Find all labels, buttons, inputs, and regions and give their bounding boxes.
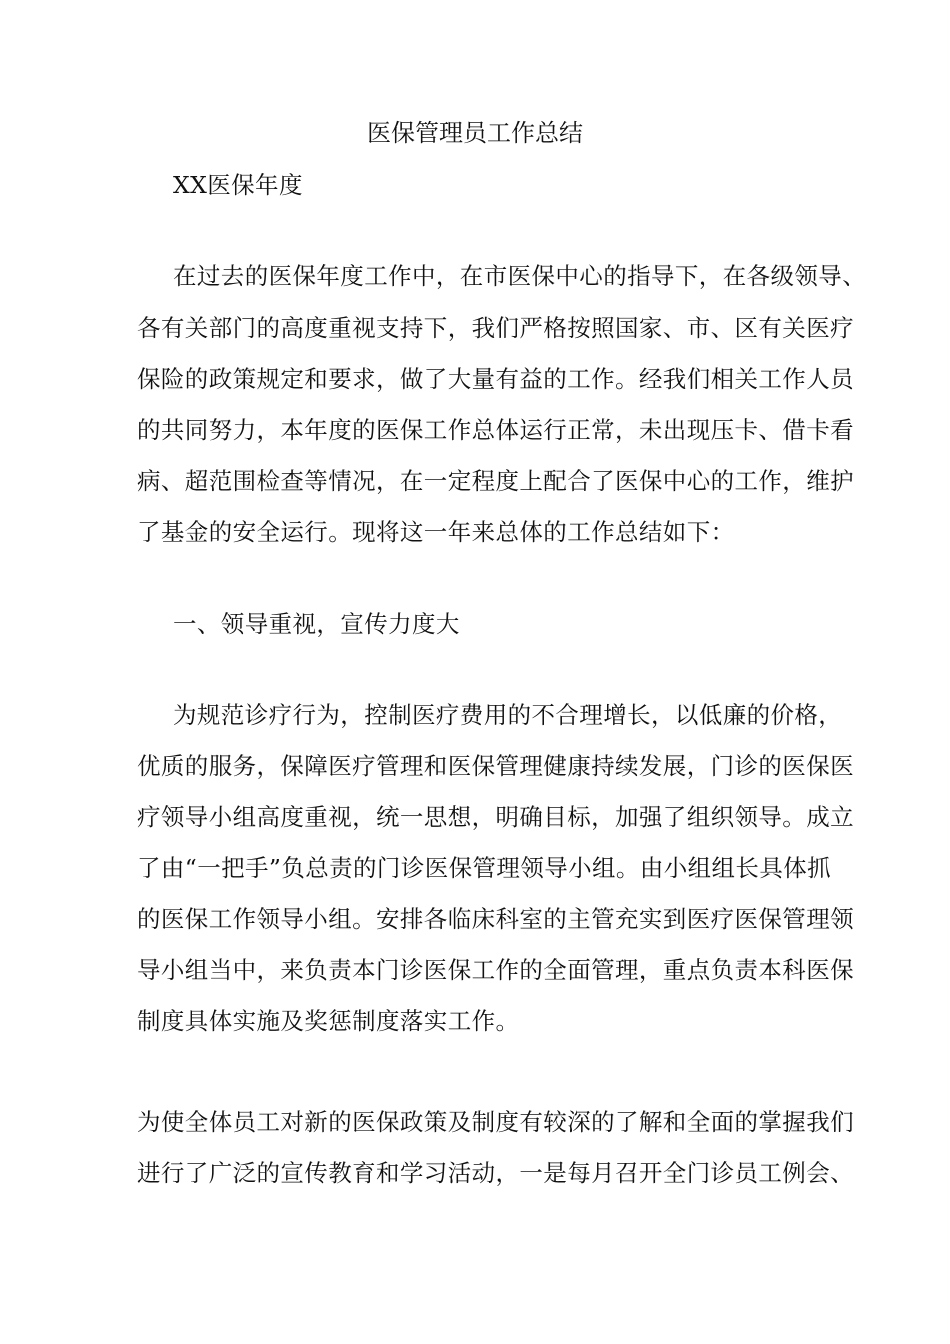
paragraph-line: 导小组当中，来负责本门诊医保工作的全面管理，重点负责本科医保 bbox=[137, 956, 854, 984]
paragraph-line: 各有关部门的高度重视支持下，我们严格按照国家、市、区有关医疗 bbox=[137, 314, 854, 342]
paragraph-line: 了基金的安全运行。现将这一年来总体的工作总结如下： bbox=[137, 518, 735, 546]
paragraph-line: 在过去的医保年度工作中，在市医保中心的指导下，在各级领导、 bbox=[173, 262, 867, 290]
paragraph-line: 的共同努力，本年度的医保工作总体运行正常，未出现压卡、借卡看 bbox=[137, 416, 854, 444]
paragraph-line: 的医保工作领导小组。安排各临床科室的主管充实到医疗医保管理领 bbox=[137, 905, 854, 933]
paragraph-line: 进行了广泛的宣传教育和学习活动，一是每月召开全门诊员工例会、 bbox=[137, 1159, 854, 1187]
paragraph-line: 为规范诊疗行为，控制医疗费用的不合理增长，以低廉的价格， bbox=[173, 701, 843, 729]
section-heading: 一、领导重视，宣传力度大 bbox=[173, 610, 460, 638]
paragraph-line: 优质的服务，保障医疗管理和医保管理健康持续发展，门诊的医保医 bbox=[137, 752, 854, 780]
document-title: 医保管理员工作总结 bbox=[367, 119, 583, 147]
paragraph-line: 为使全体员工对新的医保政策及制度有较深的了解和全面的掌握我们 bbox=[137, 1108, 854, 1136]
paragraph-line: 病、超范围检查等情况，在一定程度上配合了医保中心的工作，维护 bbox=[137, 467, 854, 495]
paragraph-line: 制度具体实施及奖惩制度落实工作。 bbox=[137, 1007, 520, 1035]
paragraph-line: 疗领导小组高度重视，统一思想，明确目标，加强了组织领导。成立 bbox=[137, 803, 854, 831]
paragraph-line: 了由“一把手”负总责的门诊医保管理领导小组。由小组组长具体抓 bbox=[137, 854, 832, 882]
document-subtitle: XX医保年度 bbox=[173, 171, 303, 199]
paragraph-line: 保险的政策规定和要求，做了大量有益的工作。经我们相关工作人员 bbox=[137, 365, 854, 393]
